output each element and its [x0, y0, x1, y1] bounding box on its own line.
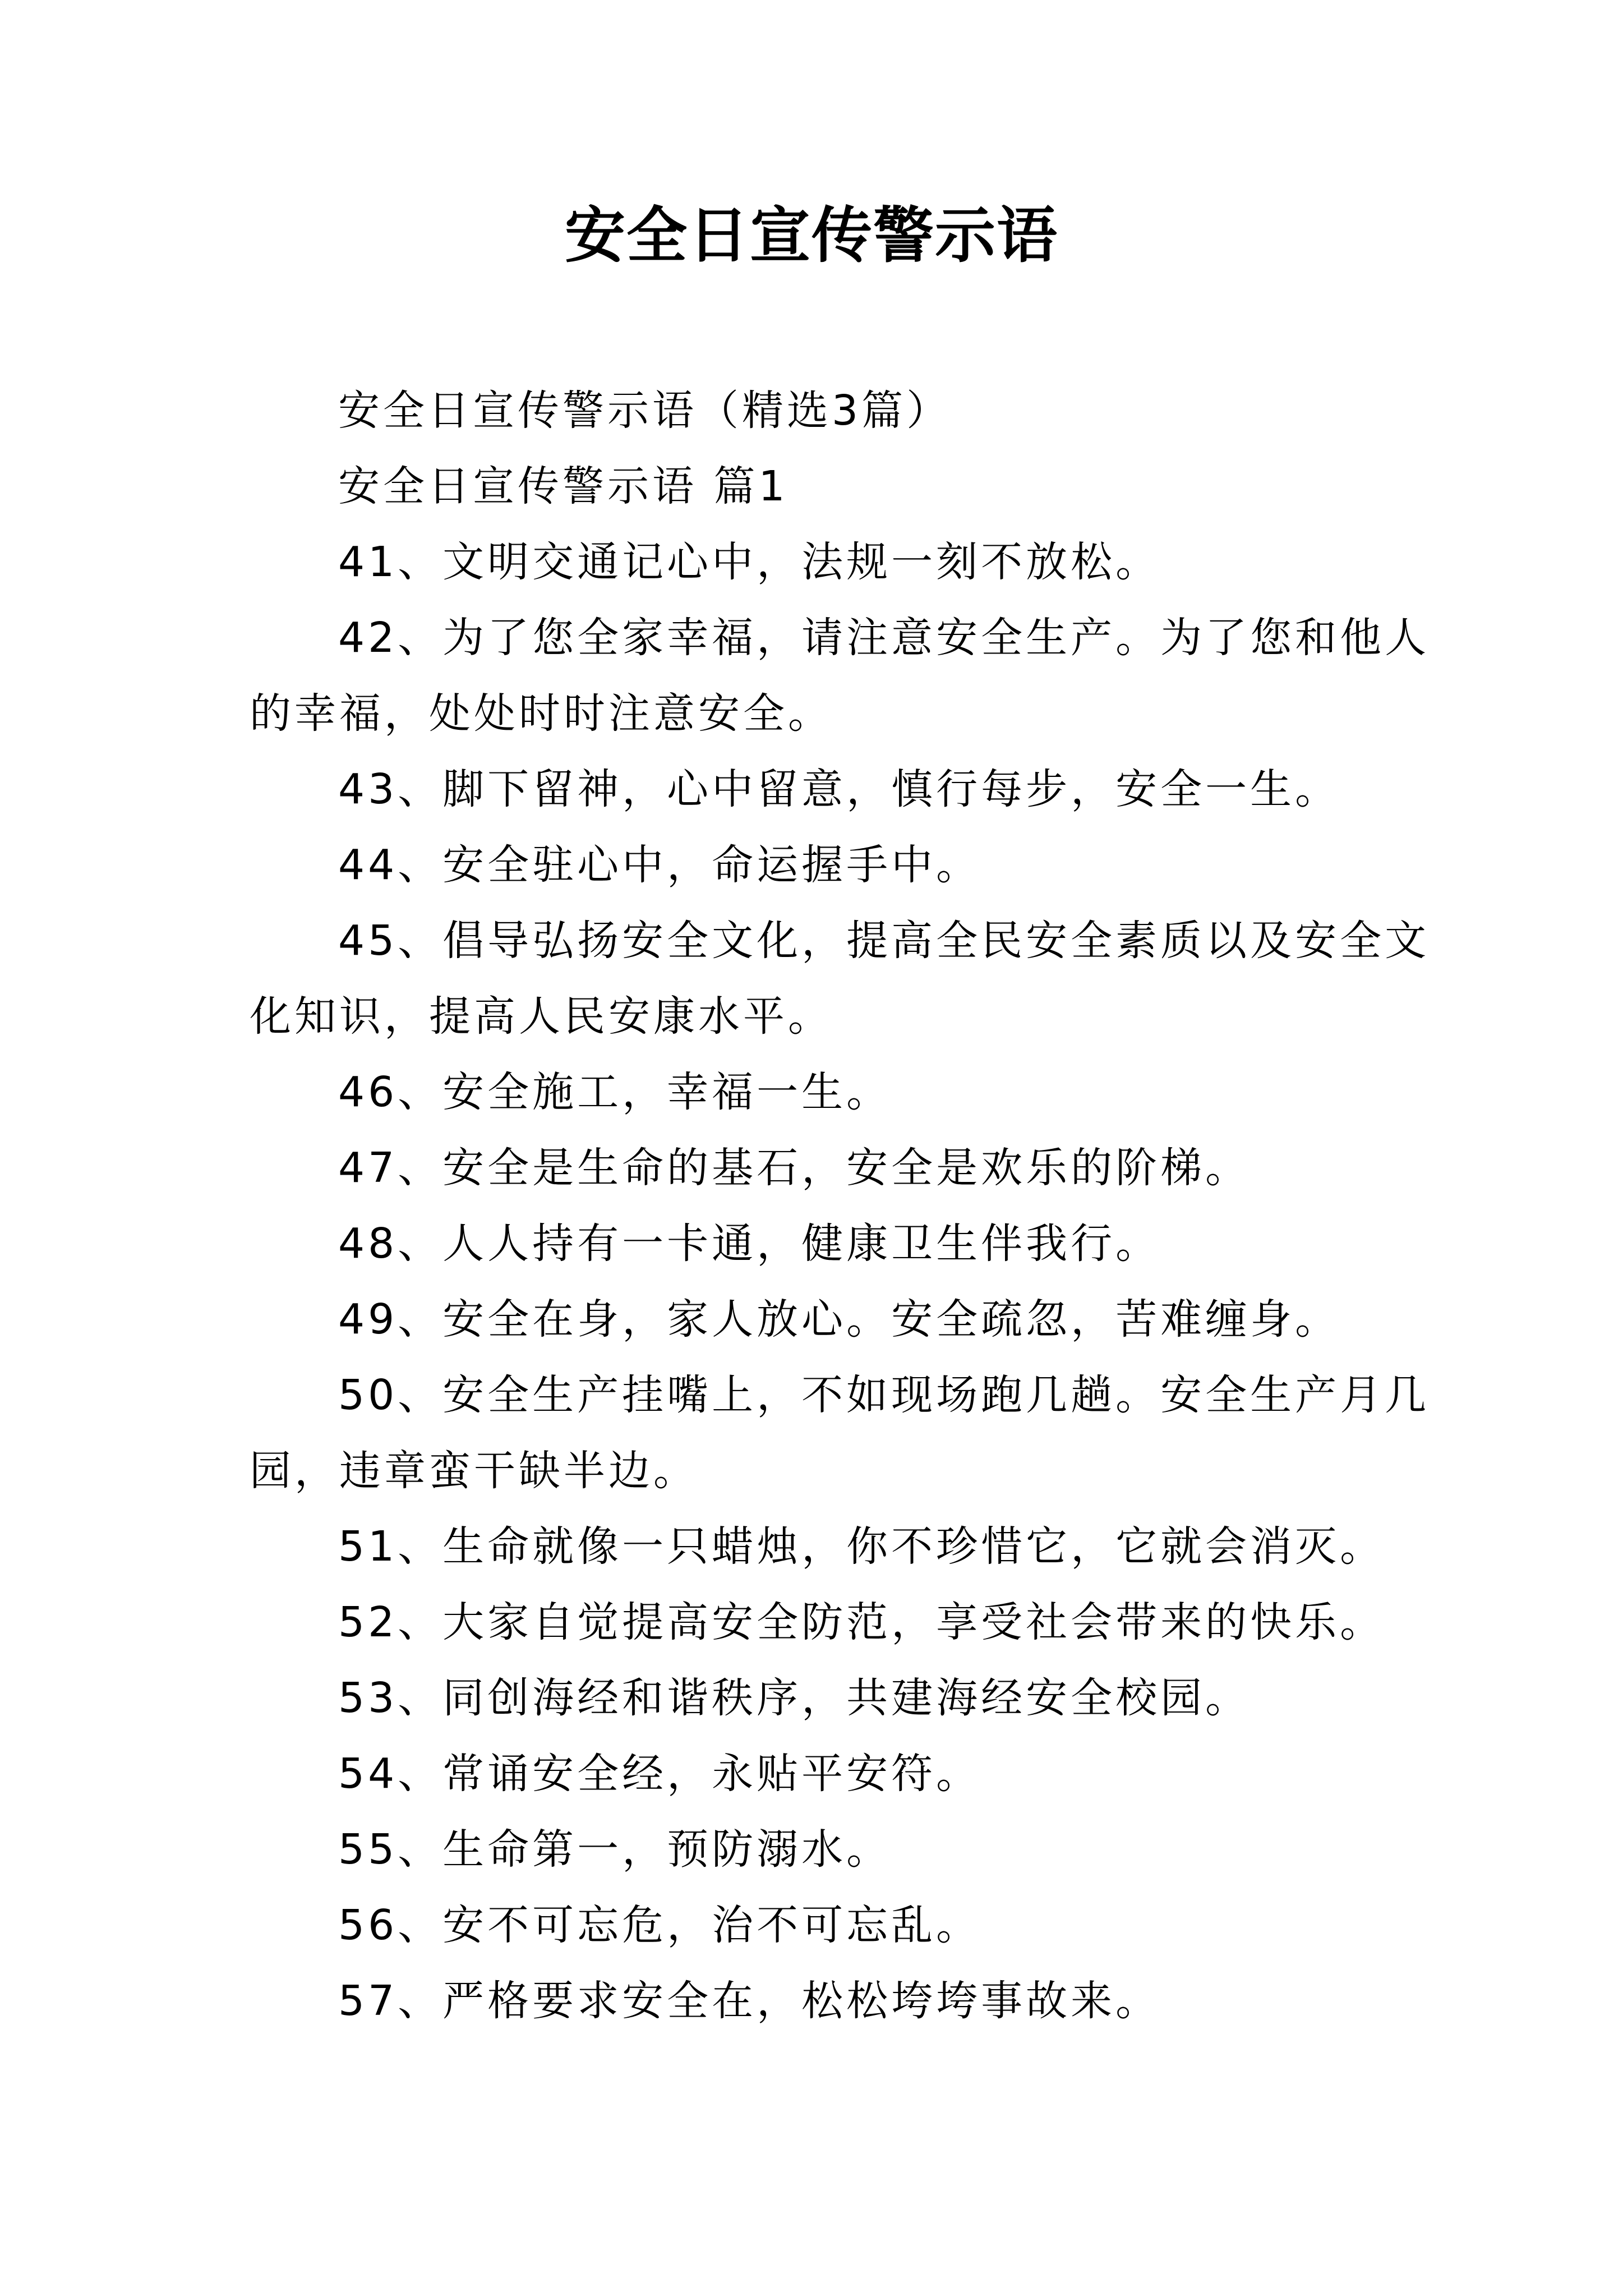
slogan-item-42-continued: 的幸福，处处时时注意安全。: [250, 689, 833, 738]
slogan-item-50: 50、安全生产挂嘴上，不如现场跑几趟。安全生产月几: [338, 1371, 1430, 1419]
document-subtitle: 安全日宣传警示语（精选3篇）: [338, 386, 952, 435]
section-heading: 安全日宣传警示语 篇1: [338, 462, 789, 510]
slogan-item-42: 42、为了您全家幸福，请注意安全生产。为了您和他人: [338, 614, 1430, 662]
slogan-item-45: 45、倡导弘扬安全文化，提高全民安全素质以及安全文: [338, 917, 1430, 965]
slogan-item-57: 57、严格要求安全在，松松垮垮事故来。: [338, 1977, 1161, 2025]
slogan-item-43: 43、脚下留神，心中留意，慎行每步，安全一生。: [338, 765, 1340, 813]
document-body: [250, 373, 1430, 2039]
slogan-item-48: 48、人人持有一卡通，健康卫生伴我行。: [338, 1220, 1161, 1268]
slogan-item-53: 53、同创海经和谐秩序，共建海经安全校园。: [338, 1674, 1251, 1722]
slogan-item-51: 51、生命就像一只蜡烛，你不珍惜它，它就会消灭。: [338, 1522, 1385, 1571]
document-title: 安全日宣传警示语: [564, 200, 1058, 271]
slogan-item-50-continued: 园，违章蛮干缺半边。: [250, 1447, 698, 1495]
slogan-item-54: 54、常诵安全经，永贴平安符。: [338, 1750, 981, 1798]
slogan-item-49: 49、安全在身，家人放心。安全疏忽，苦难缠身。: [338, 1295, 1340, 1343]
slogan-item-46: 46、安全施工，幸福一生。: [338, 1068, 892, 1116]
slogan-item-47: 47、安全是生命的基石，安全是欢乐的阶梯。: [338, 1144, 1251, 1192]
slogan-item-52: 52、大家自觉提高安全防范，享受社会带来的快乐。: [338, 1598, 1385, 1646]
slogan-item-41: 41、文明交通记心中，法规一刻不放松。: [338, 538, 1161, 586]
slogan-item-55: 55、生命第一，预防溺水。: [338, 1825, 892, 1874]
slogan-item-56: 56、安不可忘危，治不可忘乱。: [338, 1901, 981, 1949]
slogan-item-45-continued: 化知识，提高人民安康水平。: [250, 992, 833, 1041]
slogan-item-44: 44、安全驻心中，命运握手中。: [338, 841, 981, 889]
